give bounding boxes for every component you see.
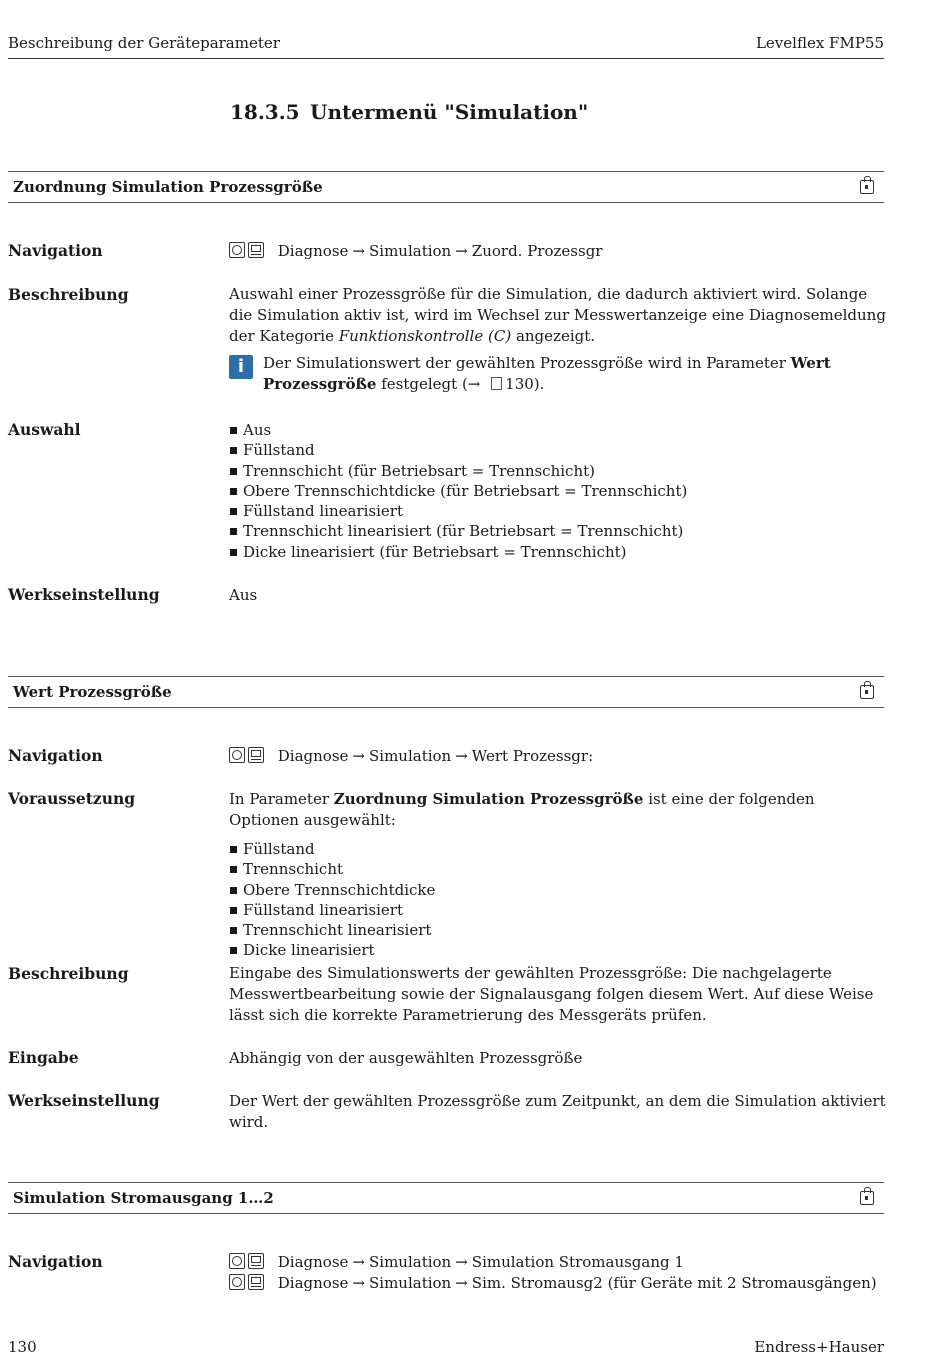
section-heading: Untermenü "Simulation" — [310, 100, 589, 124]
display-icon — [248, 242, 264, 258]
list-item: Trennschicht — [229, 859, 889, 879]
arrow-icon: → — [352, 1274, 365, 1292]
auswahl-label: Auswahl — [8, 420, 81, 439]
beschreibung-text: Auswahl einer Prozessgröße für die Simulation, die dadurch aktiviert wird. Solange die Simulation aktiv ist, wird im Wechsel zur Messwertanzeige eine Diagnosemeldung der Kategorie Funktionskontrolle (C) angezeigt. i Der Simulationswert der gewählten Prozessgröße wird in Parameter Wert Prozessgröße festgelegt (→ 130). — [229, 284, 889, 395]
beschreibung-label: Beschreibung — [8, 285, 129, 304]
arrow-icon: → — [455, 242, 468, 260]
info-note: i Der Simulationswert der gewählten Prozessgröße wird in Parameter Wert Prozessgröße festgelegt (→ 130). — [229, 353, 889, 395]
arrow-icon: → — [455, 1253, 468, 1271]
werkseinstellung-label: Werkseinstellung — [8, 585, 160, 604]
list-item: Obere Trennschichtdicke (für Betriebsart = Trennschicht) — [229, 481, 889, 501]
page-number: 130 — [8, 1338, 37, 1356]
operating-tool-icon — [229, 1274, 245, 1290]
navigation-path-1: Diagnose → Simulation → Simulation Stromausgang 1 — [229, 1252, 889, 1273]
page-icon — [491, 377, 502, 390]
operating-tool-icon — [229, 747, 245, 763]
running-header-left: Beschreibung der Geräteparameter — [8, 34, 280, 52]
list-item: Füllstand linearisiert — [229, 900, 889, 920]
arrow-icon: → — [455, 1274, 468, 1292]
arrow-icon: → — [352, 1253, 365, 1271]
beschreibung-label: Beschreibung — [8, 964, 129, 983]
section-number: 18.3.5 — [230, 100, 300, 124]
list-item: Dicke linearisiert — [229, 940, 889, 960]
arrow-icon: → — [352, 747, 365, 765]
header-rule — [8, 58, 884, 59]
display-icon — [248, 1274, 264, 1290]
navigation-label: Navigation — [8, 746, 103, 765]
navigation-label: Navigation — [8, 241, 103, 260]
section-title — [230, 100, 588, 124]
lock-icon — [860, 685, 874, 699]
werkseinstellung-label: Werkseinstellung — [8, 1091, 160, 1110]
lock-icon — [860, 1191, 874, 1205]
list-item: Aus — [229, 420, 889, 440]
navigation-path: Diagnose → Simulation → Wert Prozessgr: — [229, 746, 889, 767]
parameter-bar-zuordnung — [8, 171, 884, 203]
eingabe-value: Abhängig von der ausgewählten Prozessgröße — [229, 1049, 583, 1067]
list-item: Füllstand — [229, 839, 889, 859]
lock-icon — [860, 180, 874, 194]
list-item: Trennschicht linearisiert (für Betriebsart = Trennschicht) — [229, 521, 889, 541]
eingabe-label: Eingabe — [8, 1048, 79, 1067]
operating-tool-icon — [229, 242, 245, 258]
info-icon: i — [229, 355, 253, 379]
werkseinstellung-value: Aus — [229, 586, 258, 604]
parameter-title: Zuordnung Simulation Prozessgröße — [13, 178, 323, 196]
arrow-icon: → — [352, 242, 365, 260]
voraussetzung-label: Voraussetzung — [8, 789, 136, 808]
operating-tool-icon — [229, 1253, 245, 1269]
parameter-title: Wert Prozessgröße — [13, 683, 172, 701]
list-item: Obere Trennschichtdicke — [229, 880, 889, 900]
voraussetzung-text: In Parameter Zuordnung Simulation Prozessgröße ist eine der folgenden Optionen ausgewählt: Füllstand Trennschicht Obere Trennschichtdicke Füllstand linearisiert Trennschicht linearisiert Dicke linearisiert — [229, 789, 889, 961]
list-item: Trennschicht linearisiert — [229, 920, 889, 940]
arrow-icon: → — [455, 747, 468, 765]
parameter-bar-wert — [8, 676, 884, 708]
navigation-path-2: Diagnose → Simulation → Sim. Stromausg2 (für Geräte mit 2 Stromausgängen) — [229, 1273, 889, 1294]
parameter-title: Simulation Stromausgang 1…2 — [13, 1189, 274, 1207]
beschreibung-text: Eingabe des Simulationswerts der gewählten Prozessgröße: Die nachgelagerte Messwertbearbeitung sowie der Signalausgang folgen diesem Wert. Auf diese Weise lässt sich die korrekte Parametrierung des Messgeräts prüfen. — [229, 964, 874, 1024]
werkseinstellung-value: Der Wert der gewählten Prozessgröße zum Zeitpunkt, an dem die Simulation aktiviert wird. — [229, 1092, 886, 1131]
parameter-bar-stromausgang — [8, 1182, 884, 1214]
list-item: Dicke linearisiert (für Betriebsart = Trennschicht) — [229, 542, 889, 562]
display-icon — [248, 1253, 264, 1269]
navigation-label: Navigation — [8, 1252, 103, 1271]
auswahl-list — [229, 420, 889, 562]
list-item: Füllstand — [229, 440, 889, 460]
running-header-right: Levelflex FMP55 — [755, 34, 884, 52]
display-icon — [248, 747, 264, 763]
brand-name: Endress+Hauser — [754, 1338, 884, 1356]
navigation-path: Diagnose → Simulation → Zuord. Prozessgr — [229, 241, 889, 262]
list-item: Trennschicht (für Betriebsart = Trennschicht) — [229, 461, 889, 481]
list-item: Füllstand linearisiert — [229, 501, 889, 521]
